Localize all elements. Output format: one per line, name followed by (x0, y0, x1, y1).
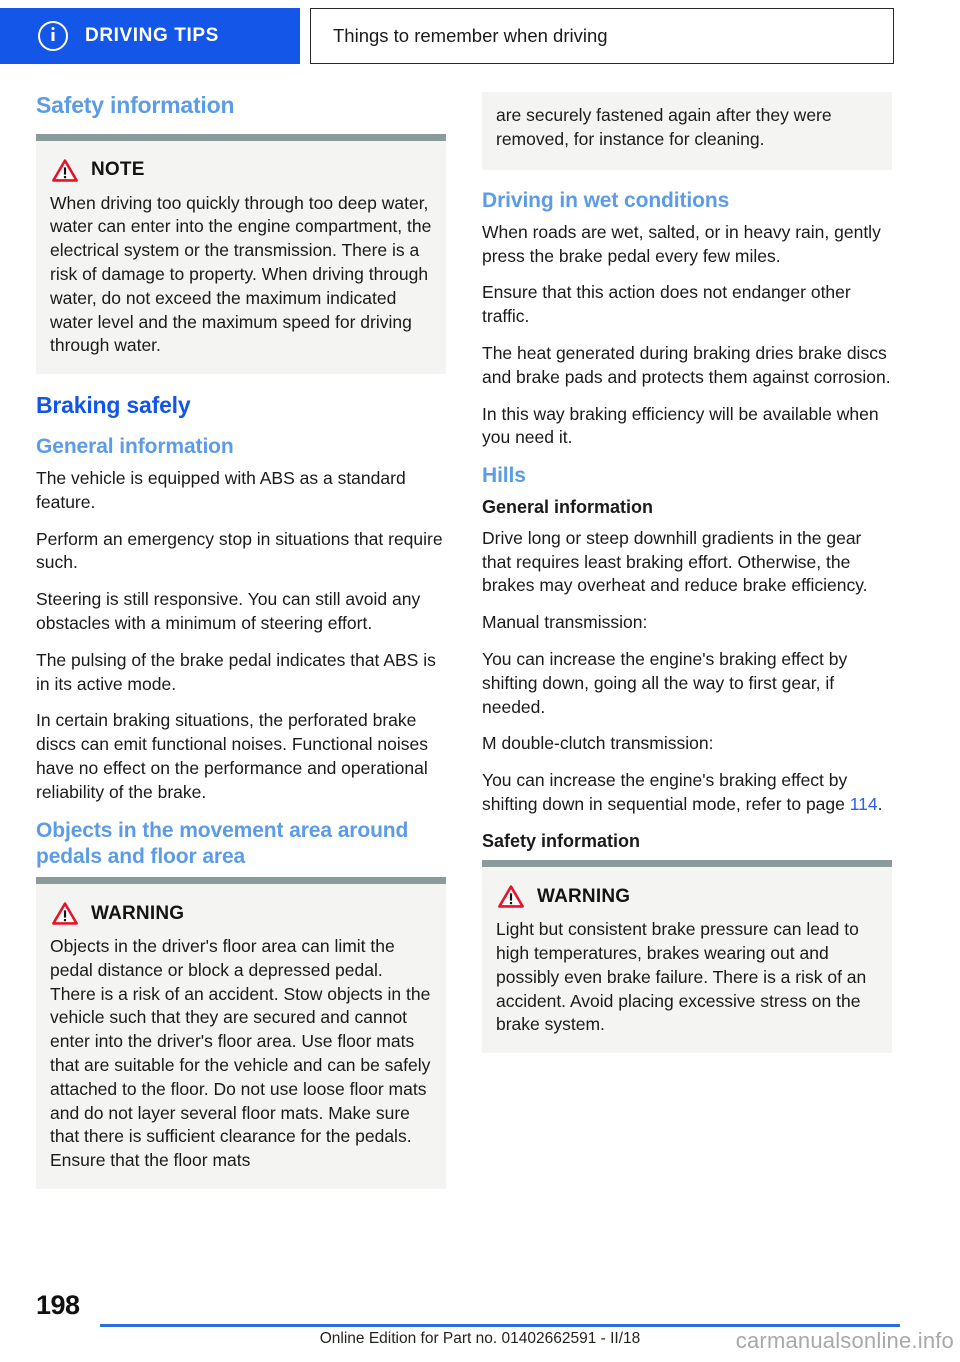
heading-hills: Hills (482, 464, 526, 488)
paragraph-steering-responsive: Steering is still responsive. You can still avoid any obstacles with a minimum of steering effort. (36, 589, 421, 633)
heading-braking-safely: Braking safely (36, 392, 191, 419)
warning-callout-box-right (482, 860, 892, 1053)
paragraph-wet-roads: When roads are wet, salted, or in heavy rain, gently press the brake pedal every few miles. (482, 221, 881, 266)
paragraph-dct-refer (482, 769, 892, 817)
right-column (482, 92, 892, 1053)
paragraph-manual-transmission-label: Manual transmission: (482, 612, 648, 633)
paragraph-downhill-gradients: Drive long or steep downhill gradients in the gear that requires least braking effort. Otherwise, the brakes may overheat and reduce brake efficiency. (482, 527, 868, 596)
note-callout-title (52, 159, 432, 182)
paragraph-heat-dries-brakes: The heat generated during braking dries brake discs and brake pads and protects them against corrosion. (482, 343, 891, 387)
warning-callout-box-continued (482, 92, 892, 170)
paragraph-abs-standard: The vehicle is equipped with ABS as a standard feature. (36, 468, 406, 512)
breadcrumb (310, 8, 894, 64)
left-column (36, 92, 446, 1189)
warning-callout-title-left (52, 902, 432, 925)
footer-edition-text: Online Edition for Part no. 01402662591 - II/18 (319, 1330, 641, 1347)
warning-triangle-icon (498, 885, 524, 908)
breadcrumb-label: Things to remember when driving (333, 25, 608, 46)
info-circle-icon (38, 21, 68, 51)
watermark-text: carmanualsonline.info (735, 1328, 954, 1353)
warning-callout-text-continued: are securely fastened again after they were removed, for instance for cleaning. (496, 105, 832, 149)
page-footer (0, 1276, 960, 1362)
heading-safety-information: Safety information (36, 92, 235, 118)
warning-triangle-icon (52, 159, 78, 182)
paragraph-pulsing-pedal: The pulsing of the brake pedal indicates that ABS is in its active mode. (36, 649, 436, 694)
warning-callout-label-left: WARNING (91, 902, 185, 924)
paragraph-dct-label: M double-clutch transmission: (482, 733, 714, 754)
page-number: 198 (36, 1290, 80, 1320)
warning-callout-box-left (36, 877, 446, 1189)
page-header (0, 8, 960, 64)
refer-suffix-text: . (877, 794, 883, 815)
section-tag-driving-tips[interactable] (0, 8, 300, 64)
paragraph-braking-efficiency: In this way braking efficiency will be available when you need it. (482, 403, 879, 448)
footer-divider (100, 1324, 900, 1327)
paragraph-emergency-stop: Perform an emergency stop in situations that require such. (36, 528, 443, 573)
heading-safety-information-right: Safety information (482, 830, 641, 851)
warning-callout-text-right: Light but consistent brake pressure can lead to high temperatures, brakes wearing out and possibly even brake failure. There is a risk of an accident. Avoid placing excessive stress on the brake system. (496, 919, 867, 1035)
warning-callout-title-right (498, 885, 878, 908)
refer-prefix-text: You can increase the engine's braking effect by shifting down in sequential mode, refer to page (482, 770, 850, 815)
paragraph-manual-shift-down: You can increase the engine's braking effect by shifting down, going all the way to first gear, if needed. (482, 649, 848, 717)
heading-general-information-left: General information (36, 434, 234, 458)
note-callout-label: NOTE (91, 159, 145, 181)
page-reference-link[interactable]: 114 (849, 794, 878, 815)
paragraph-endanger-traffic: Ensure that this action does not endanger other traffic. (482, 282, 851, 327)
section-tag-label: DRIVING TIPS (85, 25, 219, 46)
paragraph-functional-noises: In certain braking situations, the perforated brake discs can emit functional noises. Functional noises have no effect on the performance and operational reliability of the brake. (36, 710, 429, 802)
note-callout-text: When driving too quickly through too deep water, water can enter into the engine compartment, the electrical system or the transmission. There is a risk of damage to property. When driving through water, do not exceed the maximum indicated water level and the maximum speed for driving through water. (50, 192, 432, 356)
note-callout-box (36, 134, 446, 375)
warning-callout-text-left: Objects in the driver's floor area can limit the pedal distance or block a depressed pedal. There is a risk of an accident. Stow objects in the vehicle such that they are secured and cannot enter into the driver's floor area. Use floor mats that are suitable for the vehicle and can be safely attached to the floor. Do not use loose floor mats and do not layer several floor mats. Make sure that there is sufficient clearance for the pedals. Ensure that the floor mats (50, 936, 431, 1171)
heading-objects-movement-area: Objects in the movement area around pedals and floor area (36, 818, 409, 868)
heading-general-information-hills: General information (482, 497, 654, 518)
warning-triangle-icon (52, 902, 78, 925)
warning-callout-label-right: WARNING (537, 885, 631, 907)
heading-driving-wet-conditions: Driving in wet conditions (482, 188, 730, 212)
